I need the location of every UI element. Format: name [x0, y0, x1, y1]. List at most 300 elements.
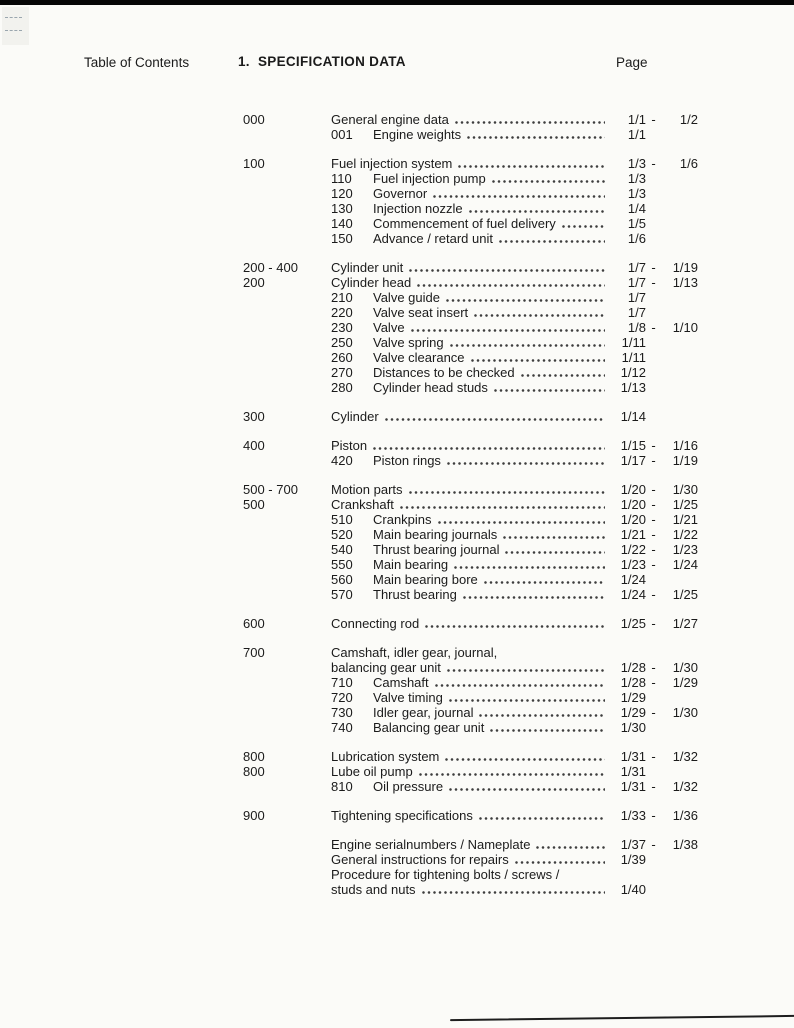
section-code [243, 216, 331, 231]
section-code [243, 201, 331, 216]
entry-title: Advance / retard unit [373, 231, 493, 246]
dot-leader [409, 260, 605, 275]
page-range-dash: - [651, 497, 656, 512]
entry-title: Procedure for tightening bolts / screws / [331, 867, 560, 882]
subsection-code: 110 [331, 171, 352, 186]
subsection-code: 250 [331, 335, 353, 350]
page-range-dash: - [651, 587, 656, 602]
section-code [243, 690, 331, 705]
toc-row [243, 572, 698, 587]
entry-title: balancing gear unit [331, 660, 441, 675]
entry-title: Motion parts [331, 482, 403, 497]
entry-title: Cylinder [331, 409, 379, 424]
toc-row [243, 305, 698, 320]
section-code [243, 882, 331, 897]
page-start: 1/28 [620, 675, 646, 690]
page-start: 1/40 [620, 882, 646, 897]
dot-leader [471, 350, 605, 365]
dot-leader [409, 482, 605, 497]
toc-row [243, 201, 698, 216]
dot-leader [515, 852, 605, 867]
subsection-code: 710 [331, 675, 353, 690]
page-end: 1/13 [672, 275, 698, 290]
section-code: 000 [243, 112, 265, 127]
subsection-code: 550 [331, 557, 353, 572]
toc-row [243, 808, 698, 823]
page-range-dash [646, 305, 661, 320]
page-range-dash: - [651, 453, 656, 468]
page-end: 1/38 [672, 837, 698, 852]
entry-title: Oil pressure [373, 779, 444, 794]
toc-group [243, 409, 698, 424]
toc-group [243, 260, 698, 395]
dot-leader [433, 186, 605, 201]
dot-leader [562, 216, 605, 231]
toc-group [243, 156, 698, 246]
page-end: 1/22 [672, 527, 698, 542]
page-end: 1/6 [679, 156, 698, 171]
page-start: 1/33 [620, 808, 646, 823]
page-start: 1/30 [620, 720, 646, 735]
page-range-dash: - [651, 527, 656, 542]
toc-row [243, 779, 698, 794]
entry-title: Cylinder unit [331, 260, 404, 275]
page-start: 1/11 [621, 335, 646, 350]
entry-title: Thrust bearing journal [373, 542, 500, 557]
page-end: 1/24 [672, 557, 698, 572]
entry-title: Injection nozzle [373, 201, 463, 216]
section-code [243, 365, 331, 380]
page-range-dash [646, 882, 661, 897]
entry-title: Valve timing [373, 690, 443, 705]
page-range-dash [646, 231, 661, 246]
dot-leader [463, 587, 605, 602]
entry-title: Crankpins [373, 512, 432, 527]
page-end: 1/19 [672, 453, 698, 468]
entry-title: Thrust bearing [373, 587, 457, 602]
toc-group [243, 837, 698, 897]
entry-title: Governor [373, 186, 428, 201]
dot-leader [425, 616, 605, 631]
dot-leader [499, 231, 605, 246]
toc-row [243, 527, 698, 542]
entry-title: General instructions for repairs [331, 852, 509, 867]
page-start: 1/24 [620, 572, 646, 587]
scan-artifact-corner [2, 7, 29, 45]
toc-row [243, 616, 698, 631]
dot-leader [455, 112, 605, 127]
page-start: 1/15 [620, 438, 646, 453]
page-range-dash [646, 201, 661, 216]
toc-row [243, 749, 698, 764]
entry-title: Camshaft [373, 675, 429, 690]
entry-title: Fuel injection system [331, 156, 453, 171]
section-code [243, 380, 331, 395]
toc-row [243, 542, 698, 557]
entry-title: Piston rings [373, 453, 441, 468]
page-end [661, 720, 698, 735]
page-end: 1/16 [672, 438, 698, 453]
section-code [243, 705, 331, 720]
subsection-code: 280 [331, 380, 353, 395]
section-code [243, 837, 331, 852]
page-end: 1/30 [672, 660, 698, 675]
dot-leader [458, 156, 605, 171]
toc-row [243, 453, 698, 468]
entry-title: Lubrication system [331, 749, 440, 764]
toc-row [243, 350, 698, 365]
page-range-dash: - [651, 749, 656, 764]
page-end: 1/2 [679, 112, 698, 127]
entry-title: Valve spring [373, 335, 444, 350]
toc-row [243, 112, 698, 127]
page-end: 1/32 [672, 749, 698, 764]
entry-title: Piston [331, 438, 368, 453]
page-end [661, 127, 698, 142]
section-code [243, 512, 331, 527]
page-range-dash: - [651, 320, 656, 335]
page-end: 1/25 [672, 587, 698, 602]
page-range-dash [646, 127, 661, 142]
section-code [243, 527, 331, 542]
dot-leader [400, 497, 605, 512]
page-end [661, 882, 698, 897]
toc-row [243, 380, 698, 395]
toc-row [243, 675, 698, 690]
toc-row [243, 335, 698, 350]
page-end: 1/29 [672, 675, 698, 690]
section-code [243, 231, 331, 246]
dot-leader [449, 779, 605, 794]
entry-title: Camshaft, idler gear, journal, [331, 645, 498, 660]
page-end [661, 216, 698, 231]
section-code [243, 305, 331, 320]
page-range-dash: - [651, 542, 656, 557]
subsection-code: 420 [331, 453, 353, 468]
toc-group [243, 616, 698, 631]
toc-row [243, 260, 698, 275]
dot-leader [474, 305, 605, 320]
section-code [243, 557, 331, 572]
section-code [243, 720, 331, 735]
section-code [243, 587, 331, 602]
dot-leader [484, 572, 605, 587]
page-start: 1/29 [620, 690, 646, 705]
toc [243, 112, 698, 911]
section-code [243, 350, 331, 365]
page-start: 1/31 [620, 749, 646, 764]
toc-row [243, 216, 698, 231]
dot-leader [450, 335, 605, 350]
page-end [661, 171, 698, 186]
entry-title: Lube oil pump [331, 764, 413, 779]
dot-leader [536, 837, 605, 852]
section-code: 500 - 700 [243, 482, 298, 497]
entry-title: studs and nuts [331, 882, 416, 897]
page-range-dash [646, 852, 661, 867]
entry-title: Crankshaft [331, 497, 394, 512]
dot-leader [503, 527, 605, 542]
entry-title: Cylinder head studs [373, 380, 488, 395]
page-end [661, 186, 698, 201]
toc-row [243, 512, 698, 527]
dot-leader [469, 201, 605, 216]
section-code: 800 [243, 764, 265, 779]
page-start: 1/12 [620, 365, 646, 380]
section-code: 100 [243, 156, 265, 171]
subsection-code: 001 [331, 127, 353, 142]
entry-title: Main bearing bore [373, 572, 478, 587]
page-start: 1/22 [620, 542, 646, 557]
page-start: 1/23 [620, 557, 646, 572]
subsection-code: 720 [331, 690, 353, 705]
scan-artifact-bottom-line [450, 1015, 794, 1021]
dot-leader [446, 290, 605, 305]
entry-title: Balancing gear unit [373, 720, 485, 735]
entry-title: Valve [373, 320, 405, 335]
dot-leader [373, 438, 605, 453]
page-start: 1/1 [627, 112, 646, 127]
toc-row [243, 645, 698, 660]
entry-title: General engine data [331, 112, 449, 127]
toc-row [243, 497, 698, 512]
page-range-dash [646, 720, 661, 735]
dot-leader [490, 720, 605, 735]
page-start: 1/11 [621, 350, 646, 365]
subsection-code: 570 [331, 587, 353, 602]
toc-row [243, 290, 698, 305]
dot-leader [385, 409, 605, 424]
entry-title: Valve guide [373, 290, 440, 305]
toc-group [243, 808, 698, 823]
page-start: 1/7 [627, 305, 646, 320]
section-code [243, 335, 331, 350]
subsection-code: 120 [331, 186, 353, 201]
page-end: 1/36 [672, 808, 698, 823]
page-end [661, 290, 698, 305]
dot-leader [417, 275, 605, 290]
page-start: 1/39 [620, 852, 646, 867]
section-code [243, 867, 331, 882]
page-range-dash [646, 764, 661, 779]
entry-title: Valve clearance [373, 350, 465, 365]
page-end [661, 201, 698, 216]
entry-title: Valve seat insert [373, 305, 469, 320]
dot-leader [447, 453, 605, 468]
dot-leader [521, 365, 605, 380]
page-end [661, 690, 698, 705]
subsection-code: 540 [331, 542, 353, 557]
page-range-dash: - [651, 779, 656, 794]
section-code: 800 [243, 749, 265, 764]
entry-title: Distances to be checked [373, 365, 515, 380]
entry-title: Idler gear, journal [373, 705, 474, 720]
entry-title: Main bearing [373, 557, 449, 572]
subsection-code: 230 [331, 320, 353, 335]
page-start: 1/20 [620, 482, 646, 497]
page-range-dash [646, 365, 661, 380]
toc-row [243, 837, 698, 852]
page-start: 1/28 [620, 660, 646, 675]
subsection-code: 150 [331, 231, 353, 246]
section-title: 1. SPECIFICATION DATA [238, 54, 406, 69]
page-start: 1/3 [627, 171, 646, 186]
page-end: 1/25 [672, 497, 698, 512]
section-code: 200 - 400 [243, 260, 298, 275]
page-start: 1/29 [620, 705, 646, 720]
toc-row [243, 438, 698, 453]
page-range-dash: - [651, 275, 656, 290]
toc-row [243, 690, 698, 705]
dot-leader [449, 690, 605, 705]
section-code: 300 [243, 409, 265, 424]
page-range-dash: - [651, 482, 656, 497]
page-range-dash: - [651, 808, 656, 823]
page-end: 1/30 [672, 482, 698, 497]
section-code [243, 171, 331, 186]
page-range-dash: - [651, 260, 656, 275]
section-code: 700 [243, 645, 265, 660]
entry-title: Engine weights [373, 127, 462, 142]
toc-row [243, 482, 698, 497]
entry-title: Fuel injection pump [373, 171, 486, 186]
toc-row [243, 867, 698, 882]
page-range-dash [646, 290, 661, 305]
toc-row [243, 156, 698, 171]
toc-group [243, 112, 698, 142]
dot-leader [494, 380, 605, 395]
section-code [243, 675, 331, 690]
page-start: 1/4 [627, 201, 646, 216]
page-start: 1/24 [620, 587, 646, 602]
subsection-code: 140 [331, 216, 353, 231]
header-page-label: Page [616, 55, 648, 70]
dot-leader [419, 764, 605, 779]
page-start: 1/1 [627, 127, 646, 142]
dot-leader [438, 512, 605, 527]
page-end [661, 350, 698, 365]
page-range-dash [646, 380, 661, 395]
page-range-dash [646, 409, 661, 424]
subsection-code: 560 [331, 572, 353, 587]
toc-group [243, 749, 698, 794]
page-end [661, 572, 698, 587]
page-start: 1/13 [620, 380, 646, 395]
page-end: 1/30 [672, 705, 698, 720]
page-range-dash [646, 690, 661, 705]
toc-row [243, 705, 698, 720]
page-end: 1/23 [672, 542, 698, 557]
page-start: 1/7 [627, 275, 646, 290]
toc-row [243, 186, 698, 201]
entry-title: Connecting rod [331, 616, 420, 631]
entry-title: Tightening specifications [331, 808, 473, 823]
page-end: 1/19 [672, 260, 698, 275]
toc-row [243, 320, 698, 335]
section-code [243, 320, 331, 335]
page-range-dash [646, 216, 661, 231]
page-end [661, 305, 698, 320]
dot-leader [454, 557, 605, 572]
page-range-dash: - [651, 156, 656, 171]
section-code [243, 572, 331, 587]
section-code [243, 453, 331, 468]
page-start: 1/7 [627, 260, 646, 275]
page-end [661, 380, 698, 395]
page-range-dash [646, 335, 661, 350]
toc-row [243, 409, 698, 424]
dot-leader [479, 705, 605, 720]
page-start: 1/31 [620, 779, 646, 794]
dot-leader [411, 320, 605, 335]
subsection-code: 810 [331, 779, 353, 794]
subsection-code: 270 [331, 365, 353, 380]
entry-title: Engine serialnumbers / Nameplate [331, 837, 531, 852]
page-end [661, 231, 698, 246]
subsection-code: 260 [331, 350, 353, 365]
page-end: 1/32 [672, 779, 698, 794]
page-range-dash: - [651, 675, 656, 690]
section-code: 900 [243, 808, 265, 823]
entry-title: Commencement of fuel delivery [373, 216, 556, 231]
section-code [243, 290, 331, 305]
toc-row [243, 557, 698, 572]
page-start: 1/5 [627, 216, 646, 231]
toc-row [243, 764, 698, 779]
toc-row [243, 231, 698, 246]
section-code [243, 660, 331, 675]
subsection-code: 130 [331, 201, 353, 216]
page-start: 1/3 [627, 156, 646, 171]
page-start: 1/14 [620, 409, 646, 424]
toc-row [243, 882, 698, 897]
section-code [243, 852, 331, 867]
toc-row [243, 720, 698, 735]
toc-group [243, 438, 698, 468]
toc-row [243, 852, 698, 867]
subsection-code: 510 [331, 512, 353, 527]
page-start: 1/21 [620, 527, 646, 542]
page-end [661, 852, 698, 867]
toc-row [243, 171, 698, 186]
page-range-dash [646, 350, 661, 365]
toc-row [243, 660, 698, 675]
dot-leader [492, 171, 605, 186]
page-start: 1/8 [627, 320, 646, 335]
page-end: 1/21 [672, 512, 698, 527]
toc-row [243, 587, 698, 602]
section-code [243, 779, 331, 794]
dot-leader [422, 882, 605, 897]
page-start: 1/7 [627, 290, 646, 305]
page-start: 1/6 [627, 231, 646, 246]
toc-row [243, 365, 698, 380]
subsection-code: 740 [331, 720, 353, 735]
section-code: 600 [243, 616, 265, 631]
page-end [661, 764, 698, 779]
page-end [661, 335, 698, 350]
page-start: 1/20 [620, 512, 646, 527]
section-code [243, 127, 331, 142]
scan-artifact-top-bar [0, 0, 794, 5]
page-range-dash: - [651, 660, 656, 675]
page-start: 1/3 [627, 186, 646, 201]
dot-leader [479, 808, 605, 823]
page-range-dash: - [651, 616, 656, 631]
section-code [243, 186, 331, 201]
dot-leader [467, 127, 605, 142]
header-table-of-contents: Table of Contents [84, 55, 190, 70]
